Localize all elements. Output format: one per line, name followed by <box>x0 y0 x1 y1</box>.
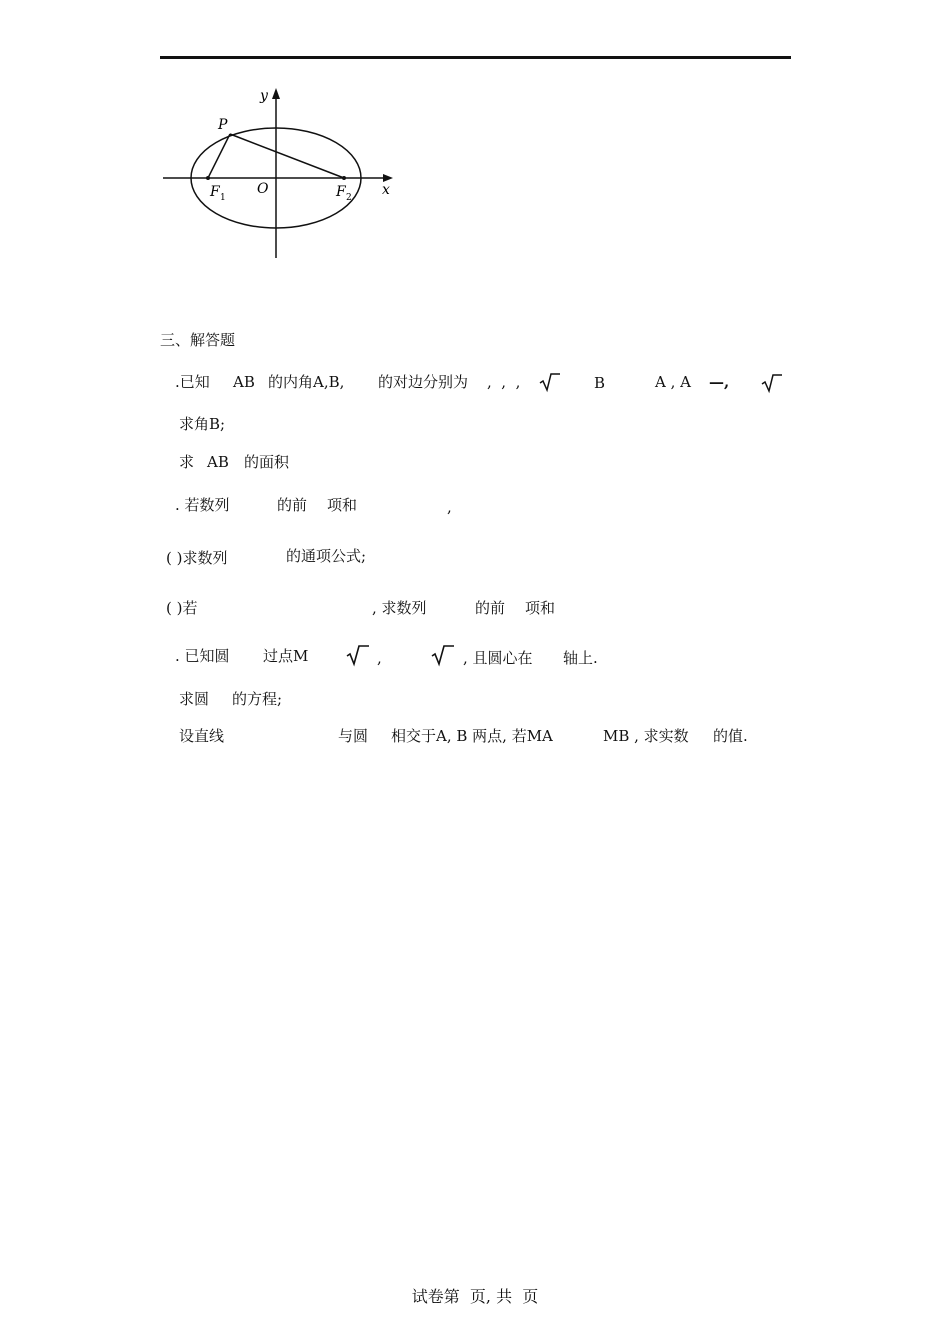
origin-label: O <box>257 181 269 197</box>
q17-stem-c: 的内角A,B, <box>268 373 345 391</box>
focus2-label: F <box>336 184 346 200</box>
q18-sub2-c: 的前 <box>475 599 506 617</box>
q19-stem-d: , 且圆心在 <box>463 649 533 667</box>
q17-stem-b: AB <box>233 373 255 391</box>
q19-stem-b: 过点M <box>263 647 309 665</box>
q17-sub2-a: 求 <box>179 453 195 471</box>
q17-sqrt-2-icon <box>760 372 784 394</box>
q18-stem-a: . 若数列 <box>175 496 230 514</box>
q19-sqrt-1-icon <box>345 643 371 667</box>
q17-sub1: 求角B; <box>179 415 226 433</box>
q19-sub2-d: MB , 求实数 <box>603 727 689 745</box>
ellipse-figure <box>150 80 410 270</box>
page-footer: 试卷第 页, 共 页 <box>411 1287 539 1306</box>
focus2-subscript: 2 <box>346 193 352 203</box>
q19-sub2-a: 设直线 <box>179 727 225 745</box>
q17-sub2-b: AB <box>207 453 229 471</box>
x-axis-arrow <box>383 174 393 182</box>
focus1-label: F <box>210 184 220 200</box>
section-heading: 三、解答题 <box>160 331 236 349</box>
point-p-label: P <box>218 117 228 133</box>
q19-sqrt-2-icon <box>430 643 456 667</box>
q17-stem-f: B <box>594 374 606 392</box>
q19-stem-e: 轴上. <box>563 649 598 667</box>
q19-sub2-c: 相交于A, B 两点, 若MA <box>391 727 553 745</box>
q17-stem-d: 的对边分别为 <box>378 373 469 391</box>
q17-sqrt-1-icon <box>538 371 562 393</box>
q17-stem-e: , , , <box>487 373 521 391</box>
q19-sub2-b: 与圆 <box>338 727 369 745</box>
q18-sub1-b: 的通项公式; <box>286 547 367 565</box>
q18-sub2-d: 项和 <box>525 599 556 617</box>
q18-sub1-a: ( )求数列 <box>166 549 228 567</box>
q17-stem-a: .已知 <box>175 373 210 391</box>
focus1-subscript: 1 <box>220 193 226 203</box>
q19-sub1-b: 的方程; <box>232 690 283 708</box>
q18-stem-d: , <box>447 498 452 516</box>
q18-sub2-b: , 求数列 <box>372 599 427 617</box>
q19-sub2-e: 的值. <box>713 727 748 745</box>
axis-x-label: x <box>382 182 390 198</box>
q17-sub2-c: 的面积 <box>244 453 290 471</box>
q18-stem-c: 项和 <box>327 496 358 514</box>
q18-stem-b: 的前 <box>277 496 308 514</box>
segment-pf2 <box>230 134 344 178</box>
q17-stem-g: A , A <box>655 373 691 391</box>
focus2-dot <box>342 176 346 180</box>
axis-y-label: y <box>260 88 268 104</box>
header-rule <box>160 56 791 59</box>
q18-sub2-a: ( )若 <box>166 599 198 617</box>
q19-stem-a: . 已知圆 <box>175 647 230 665</box>
focus1-dot <box>206 176 210 180</box>
y-axis-arrow <box>272 88 280 99</box>
q19-stem-c: , <box>377 649 382 667</box>
q17-stem-h: —, <box>709 373 730 391</box>
q19-sub1-a: 求圆 <box>179 690 210 708</box>
